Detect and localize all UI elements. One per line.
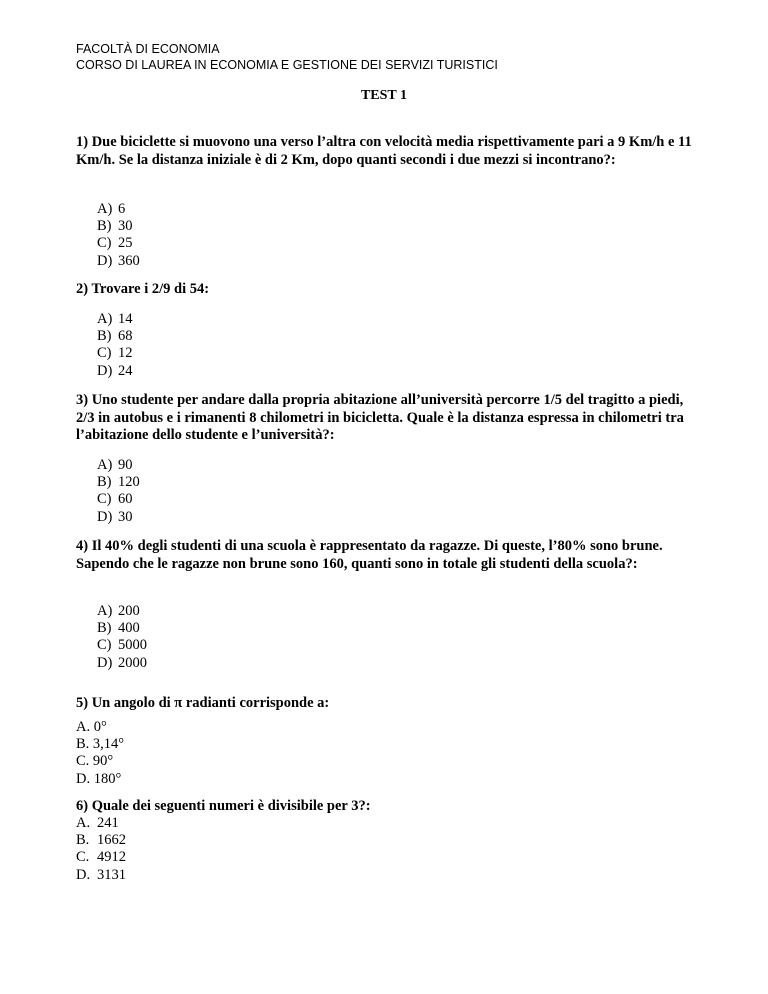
question-1-options [97, 201, 140, 270]
option-item: B) 30 [97, 218, 133, 235]
option-item: D. 180° [76, 770, 122, 787]
degree-course-name: CORSO DI LAUREA IN ECONOMIA E GESTIONE DEI SERVIZI TURISTICI [76, 58, 498, 72]
question-4-options [97, 603, 147, 672]
option-item: B) 68 [97, 328, 133, 345]
option-item: A) 90 [97, 457, 133, 473]
option-item: C. 4912 [76, 849, 126, 866]
option-item: D) 24 [97, 362, 133, 379]
option-item: C) 25 [97, 235, 133, 252]
option-item: A. 0° [76, 719, 107, 735]
option-item: B. 3,14° [76, 736, 125, 753]
option-item: C) 12 [97, 345, 133, 362]
option-item: C) 60 [97, 491, 133, 508]
test-title: TEST 1 [360, 88, 408, 103]
question-1-text: 1) Due biciclette si muovono una verso l’altra con velocità media rispettivamente pari a 9 Km/h e 11 Km/h. Se la distanza iniziale è di 2 Km, dopo quanti secondi i due mezzi si incontrano?: [76, 134, 692, 168]
option-item: D) 30 [97, 508, 133, 525]
faculty-name: FACOLTÀ DI ECONOMIA [76, 42, 220, 56]
question-3-options [97, 457, 140, 526]
option-item: A) 6 [97, 201, 126, 217]
question-6-text: 6) Quale dei seguenti numeri è divisibile per 3?: [76, 798, 371, 814]
option-item: D. 3131 [76, 866, 126, 883]
option-item: A) 200 [97, 603, 140, 619]
option-item: C. 90° [76, 753, 114, 770]
option-item: D) 360 [97, 252, 140, 269]
question-6-options [76, 815, 126, 884]
question-2-options [97, 311, 133, 380]
option-item: B) 120 [97, 474, 140, 491]
question-5-text: 5) Un angolo di π radianti corrisponde a: [76, 695, 330, 711]
option-item: A. 241 [76, 815, 119, 831]
option-item: C) 5000 [97, 637, 147, 654]
document-header [76, 41, 498, 73]
option-item: B) 400 [97, 620, 140, 637]
option-item: B. 1662 [76, 832, 126, 849]
question-2-text: 2) Trovare i 2/9 di 54: [76, 281, 210, 297]
question-4-text: 4) Il 40% degli studenti di una scuola è rappresentato da ragazze. Di queste, l’80% sono brune. Sapendo che le ragazze non brune sono 160, quanti sono in totale gli studenti della scuola?: [76, 538, 663, 572]
option-item: A) 14 [97, 311, 133, 327]
question-5-options [76, 719, 124, 788]
question-3-text: 3) Uno studente per andare dalla propria abitazione all’università percorre 1/5 del tragitto a piedi, 2/3 in autobus e i rimanenti 8 chilometri in bicicletta. Quale è la distanza espressa in chilometri tra l’abitazione dello studente e l’università?: [76, 392, 684, 443]
option-item: D) 2000 [97, 654, 147, 671]
